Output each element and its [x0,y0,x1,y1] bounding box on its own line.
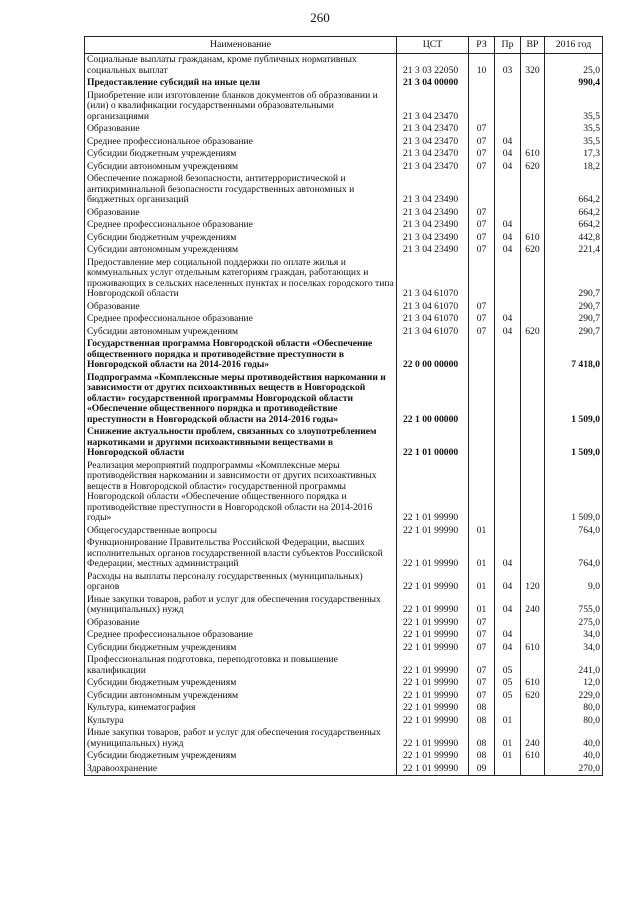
cell-vr: 620 [521,244,545,257]
cell-cst: 22 1 01 99990 [397,594,469,617]
cell-value: 664,2 [545,219,603,232]
cell-name: Снижение актуальности проблем, связанных со злоупотреблением наркотиками и другими психоактивными веществами в Новгородской области [85,426,397,460]
cell-pr [495,426,521,460]
cell-vr: 610 [521,232,545,245]
table-row [85,525,603,538]
cell-name: Предоставление субсидий на иные цели [85,77,397,90]
table-row [85,702,603,715]
cell-value: 290,7 [545,313,603,326]
cell-rz [469,90,495,124]
cell-value: 755,0 [545,594,603,617]
cell-pr [495,617,521,630]
cell-pr [495,77,521,90]
cell-cst: 21 3 03 22050 [397,54,469,78]
cell-rz: 07 [469,690,495,703]
cell-vr: 610 [521,677,545,690]
cell-cst: 22 1 01 99990 [397,525,469,538]
cell-rz [469,426,495,460]
cell-vr [521,372,545,427]
cell-rz: 08 [469,727,495,750]
cell-cst: 21 3 04 23470 [397,148,469,161]
cell-pr: 03 [495,54,521,78]
cell-vr: 620 [521,326,545,339]
table-row [85,594,603,617]
cell-vr [521,617,545,630]
cell-pr: 04 [495,326,521,339]
cell-pr: 04 [495,148,521,161]
header-name: Наименование [85,37,397,54]
cell-rz [469,460,495,525]
cell-cst: 21 3 04 23490 [397,173,469,207]
cell-pr [495,702,521,715]
table-row [85,313,603,326]
cell-name: Среднее профессиональное образование [85,629,397,642]
cell-name: Реализация мероприятий подпрограммы «Комплексные меры противодействия наркомании и зависимости от других психоактивных веществ в Новгородской области» государственной программы Новгородской области «Обеспечение общественного порядка и противодействие преступности в Новгородской области на 2014-2016 годы» [85,460,397,525]
cell-rz: 08 [469,702,495,715]
cell-value: 664,2 [545,173,603,207]
table-row [85,677,603,690]
cell-value: 17,3 [545,148,603,161]
cell-pr: 04 [495,571,521,594]
cell-cst: 22 1 01 99990 [397,677,469,690]
page-number: 260 [310,10,330,25]
cell-pr: 05 [495,677,521,690]
cell-cst: 21 3 04 23490 [397,207,469,220]
cell-value: 229,0 [545,690,603,703]
cell-pr [495,301,521,314]
cell-vr: 320 [521,54,545,78]
cell-vr: 240 [521,594,545,617]
cell-vr: 120 [521,571,545,594]
table-row [85,173,603,207]
cell-rz: 07 [469,207,495,220]
cell-vr [521,173,545,207]
cell-value: 221,4 [545,244,603,257]
cell-value: 764,0 [545,525,603,538]
table-row [85,629,603,642]
cell-name: Субсидии автономным учреждениям [85,326,397,339]
table-row [85,460,603,525]
cell-vr [521,525,545,538]
cell-vr [521,313,545,326]
cell-name: Образование [85,207,397,220]
cell-value: 80,0 [545,702,603,715]
cell-rz: 10 [469,54,495,78]
table-row [85,244,603,257]
cell-rz [469,77,495,90]
cell-pr [495,460,521,525]
cell-vr: 610 [521,750,545,763]
cell-name: Расходы на выплаты персоналу государственных (муниципальных) органов [85,571,397,594]
cell-value: 1 509,0 [545,460,603,525]
cell-vr [521,763,545,776]
cell-rz: 07 [469,654,495,677]
cell-rz [469,338,495,372]
cell-cst: 22 1 01 99990 [397,715,469,728]
cell-pr: 04 [495,232,521,245]
table-row [85,537,603,571]
cell-rz: 09 [469,763,495,776]
cell-name: Субсидии бюджетным учреждениям [85,750,397,763]
cell-rz: 07 [469,136,495,149]
cell-vr [521,537,545,571]
cell-cst: 22 1 01 99990 [397,690,469,703]
cell-value: 664,2 [545,207,603,220]
cell-rz [469,173,495,207]
cell-name: Функционирование Правительства Российской Федерации, высших исполнительных органов государственной власти субъектов Российской Федерации, местных администраций [85,537,397,571]
cell-pr: 04 [495,629,521,642]
cell-vr [521,654,545,677]
cell-cst: 22 1 01 99990 [397,750,469,763]
cell-value: 442,8 [545,232,603,245]
cell-name: Подпрограмма «Комплексные меры противодействия наркомании и зависимости от других психоактивных веществ в Новгородской области» государственной программы Новгородской области «Обеспечение общественного порядка и противодействие преступности в Новгородской области на 2014-2016 годы» [85,372,397,427]
table-row [85,326,603,339]
cell-cst: 21 3 04 23470 [397,161,469,174]
table-row [85,617,603,630]
cell-cst: 21 3 04 61070 [397,301,469,314]
cell-value: 7 418,0 [545,338,603,372]
cell-name: Образование [85,301,397,314]
cell-rz: 07 [469,326,495,339]
cell-value: 34,0 [545,642,603,655]
table-row [85,136,603,149]
cell-cst: 22 1 01 99990 [397,702,469,715]
cell-name: Социальные выплаты гражданам, кроме публичных нормативных социальных выплат [85,54,397,78]
cell-name: Обеспечение пожарной безопасности, антитеррористической и антикриминальной безопасности государственных автономных и бюджетных организаций [85,173,397,207]
cell-cst: 21 3 04 61070 [397,257,469,301]
cell-vr [521,426,545,460]
cell-rz [469,372,495,427]
cell-cst: 21 3 04 23490 [397,232,469,245]
cell-pr: 04 [495,313,521,326]
cell-rz: 07 [469,161,495,174]
cell-value: 35,5 [545,90,603,124]
cell-pr: 04 [495,136,521,149]
table-row [85,232,603,245]
cell-cst: 22 1 01 99990 [397,537,469,571]
cell-rz: 07 [469,148,495,161]
cell-name: Государственная программа Новгородской области «Обеспечение общественного порядка и противодействие преступности в Новгородской области на 2014-2016 годы» [85,338,397,372]
cell-pr [495,90,521,124]
cell-vr: 620 [521,690,545,703]
cell-name: Предоставление мер социальной поддержки по оплате жилья и коммунальных услуг отдельным категориям граждан, работающих и проживающих в сельских населенных пунктах и поселках городского типа Новгородской области [85,257,397,301]
cell-pr: 04 [495,244,521,257]
header-rz: РЗ [469,37,495,54]
cell-pr: 01 [495,715,521,728]
header-pr: Пр [495,37,521,54]
header-year: 2016 год [545,37,603,54]
cell-rz: 01 [469,525,495,538]
table-row [85,654,603,677]
cell-pr: 05 [495,654,521,677]
cell-cst: 22 1 00 00000 [397,372,469,427]
header-cst: ЦСТ [397,37,469,54]
cell-rz: 07 [469,232,495,245]
cell-cst: 21 3 04 23470 [397,123,469,136]
cell-value: 35,5 [545,123,603,136]
cell-vr [521,257,545,301]
cell-rz: 07 [469,677,495,690]
cell-rz: 07 [469,629,495,642]
table-row [85,571,603,594]
cell-vr [521,219,545,232]
cell-vr [521,715,545,728]
cell-name: Образование [85,123,397,136]
cell-pr [495,123,521,136]
cell-vr [521,629,545,642]
cell-name: Среднее профессиональное образование [85,136,397,149]
cell-cst: 22 1 01 99990 [397,571,469,594]
table-row [85,763,603,776]
cell-vr: 610 [521,642,545,655]
cell-cst: 22 1 01 00000 [397,426,469,460]
cell-pr [495,525,521,538]
cell-cst: 22 1 01 99990 [397,460,469,525]
cell-name: Образование [85,617,397,630]
cell-vr: 240 [521,727,545,750]
cell-name: Субсидии автономным учреждениям [85,690,397,703]
cell-pr: 05 [495,690,521,703]
table-row [85,338,603,372]
cell-cst: 22 1 01 99990 [397,654,469,677]
cell-cst: 21 3 04 61070 [397,313,469,326]
cell-rz: 01 [469,537,495,571]
table-row [85,148,603,161]
cell-rz: 01 [469,571,495,594]
cell-name: Субсидии бюджетным учреждениям [85,677,397,690]
cell-value: 80,0 [545,715,603,728]
cell-value: 290,7 [545,257,603,301]
cell-value: 290,7 [545,326,603,339]
cell-name: Субсидии автономным учреждениям [85,161,397,174]
table-body [85,54,603,776]
cell-value: 18,2 [545,161,603,174]
cell-pr: 01 [495,727,521,750]
cell-pr: 04 [495,594,521,617]
cell-value: 764,0 [545,537,603,571]
cell-cst: 22 1 01 99990 [397,642,469,655]
cell-cst: 22 1 01 99990 [397,727,469,750]
table-row [85,426,603,460]
cell-rz: 07 [469,617,495,630]
cell-vr [521,123,545,136]
table-row [85,715,603,728]
cell-vr [521,136,545,149]
cell-pr [495,338,521,372]
cell-pr: 04 [495,537,521,571]
cell-cst: 21 3 04 61070 [397,326,469,339]
cell-cst: 21 3 04 23490 [397,244,469,257]
cell-cst: 21 3 04 23470 [397,136,469,149]
cell-cst: 22 0 00 00000 [397,338,469,372]
cell-rz: 08 [469,750,495,763]
cell-pr [495,173,521,207]
cell-rz: 08 [469,715,495,728]
cell-cst: 22 1 01 99990 [397,763,469,776]
cell-name: Профессиональная подготовка, переподготовка и повышение квалификации [85,654,397,677]
cell-pr: 04 [495,642,521,655]
cell-value: 1 509,0 [545,372,603,427]
cell-vr [521,301,545,314]
cell-name: Иные закупки товаров, работ и услуг для обеспечения государственных (муниципальных) нужд [85,594,397,617]
cell-value: 1 509,0 [545,426,603,460]
cell-name: Субсидии бюджетным учреждениям [85,232,397,245]
cell-name: Среднее профессиональное образование [85,313,397,326]
cell-value: 275,0 [545,617,603,630]
cell-cst: 21 3 04 23470 [397,90,469,124]
table-row [85,642,603,655]
cell-vr [521,702,545,715]
cell-rz [469,257,495,301]
cell-pr: 04 [495,219,521,232]
table-header-row [85,37,603,54]
cell-value: 990,4 [545,77,603,90]
cell-value: 25,0 [545,54,603,78]
cell-pr [495,257,521,301]
cell-name: Субсидии бюджетным учреждениям [85,642,397,655]
cell-pr: 01 [495,750,521,763]
cell-name: Культура [85,715,397,728]
cell-value: 241,0 [545,654,603,677]
cell-value: 12,0 [545,677,603,690]
table-row [85,77,603,90]
cell-value: 34,0 [545,629,603,642]
cell-name: Среднее профессиональное образование [85,219,397,232]
cell-pr [495,763,521,776]
cell-name: Иные закупки товаров, работ и услуг для обеспечения государственных (муниципальных) нужд [85,727,397,750]
cell-value: 40,0 [545,727,603,750]
cell-pr: 04 [495,161,521,174]
table-row [85,161,603,174]
cell-rz: 07 [469,642,495,655]
cell-vr [521,460,545,525]
table-row [85,207,603,220]
cell-pr [495,372,521,427]
cell-vr [521,338,545,372]
cell-name: Здравоохранение [85,763,397,776]
table-row [85,727,603,750]
cell-rz: 07 [469,301,495,314]
cell-name: Субсидии автономным учреждениям [85,244,397,257]
table-row [85,219,603,232]
cell-name: Культура, кинематография [85,702,397,715]
cell-rz: 07 [469,244,495,257]
header-vr: ВР [521,37,545,54]
cell-pr [495,207,521,220]
table-row [85,90,603,124]
table-row [85,257,603,301]
table-row [85,372,603,427]
cell-name: Приобретение или изготовление бланков документов об образовании и (или) о квалификации государственными образовательными организациями [85,90,397,124]
table-row [85,690,603,703]
cell-rz: 07 [469,123,495,136]
budget-table [84,36,603,776]
table-row [85,123,603,136]
cell-cst: 22 1 01 99990 [397,629,469,642]
cell-rz: 07 [469,219,495,232]
cell-cst: 22 1 01 99990 [397,617,469,630]
table-row [85,54,603,78]
table-row [85,301,603,314]
cell-value: 35,5 [545,136,603,149]
cell-value: 290,7 [545,301,603,314]
cell-name: Общегосударственные вопросы [85,525,397,538]
cell-vr [521,77,545,90]
cell-rz: 01 [469,594,495,617]
cell-value: 9,0 [545,571,603,594]
cell-cst: 21 3 04 23490 [397,219,469,232]
table-row [85,750,603,763]
cell-name: Субсидии бюджетным учреждениям [85,148,397,161]
cell-rz: 07 [469,313,495,326]
cell-cst: 21 3 04 00000 [397,77,469,90]
cell-vr [521,90,545,124]
cell-value: 40,0 [545,750,603,763]
cell-vr: 610 [521,148,545,161]
cell-vr [521,207,545,220]
cell-value: 270,0 [545,763,603,776]
cell-vr: 620 [521,161,545,174]
